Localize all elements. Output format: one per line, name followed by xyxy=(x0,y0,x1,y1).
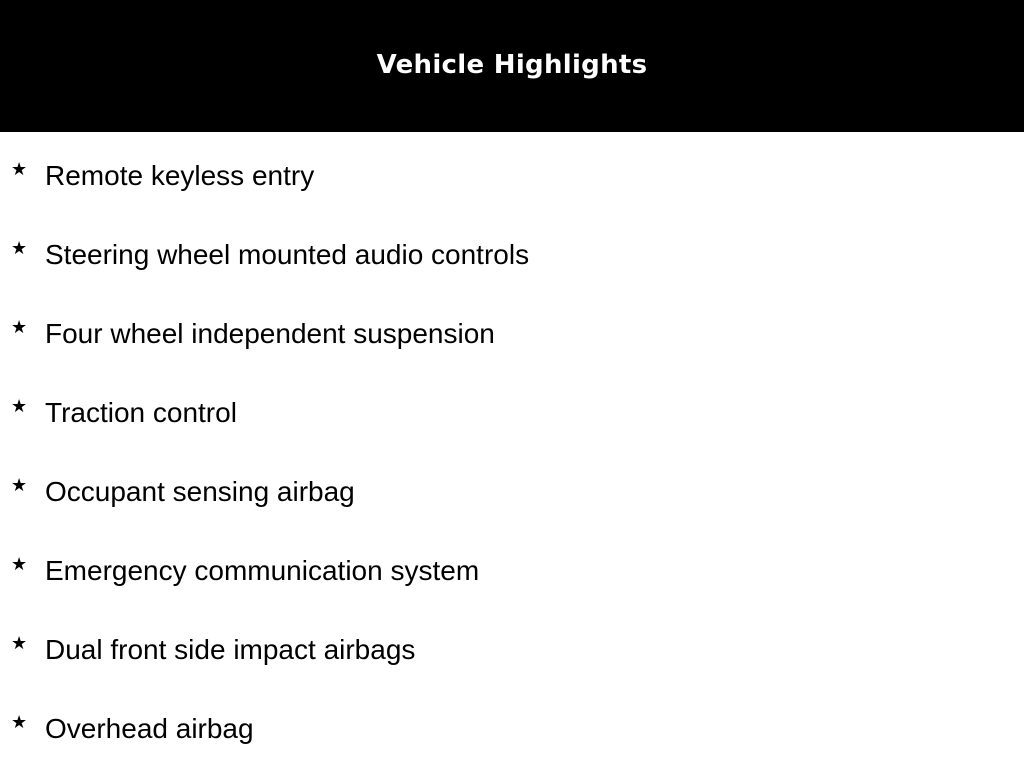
star-icon: ★ xyxy=(11,633,28,654)
list-item-label: Steering wheel mounted audio controls xyxy=(45,239,530,270)
star-icon: ★ xyxy=(11,475,28,496)
list-item-label: Remote keyless entry xyxy=(45,160,315,191)
star-icon: ★ xyxy=(11,317,28,338)
list-item-label: Dual front side impact airbags xyxy=(45,634,416,665)
list-item-label: Traction control xyxy=(45,397,237,428)
star-icon: ★ xyxy=(11,159,28,180)
list-item-label: Overhead airbag xyxy=(45,713,254,744)
star-icon: ★ xyxy=(11,712,28,733)
list-item-label: Occupant sensing airbag xyxy=(45,476,355,507)
star-icon: ★ xyxy=(11,238,28,259)
page-title: Vehicle Highlights xyxy=(376,50,648,80)
list-item-label: Four wheel independent suspension xyxy=(45,318,495,349)
list-item-label: Emergency communication system xyxy=(45,555,480,586)
star-icon: ★ xyxy=(11,554,28,575)
header-bar xyxy=(0,0,1024,132)
star-icon: ★ xyxy=(11,396,28,417)
